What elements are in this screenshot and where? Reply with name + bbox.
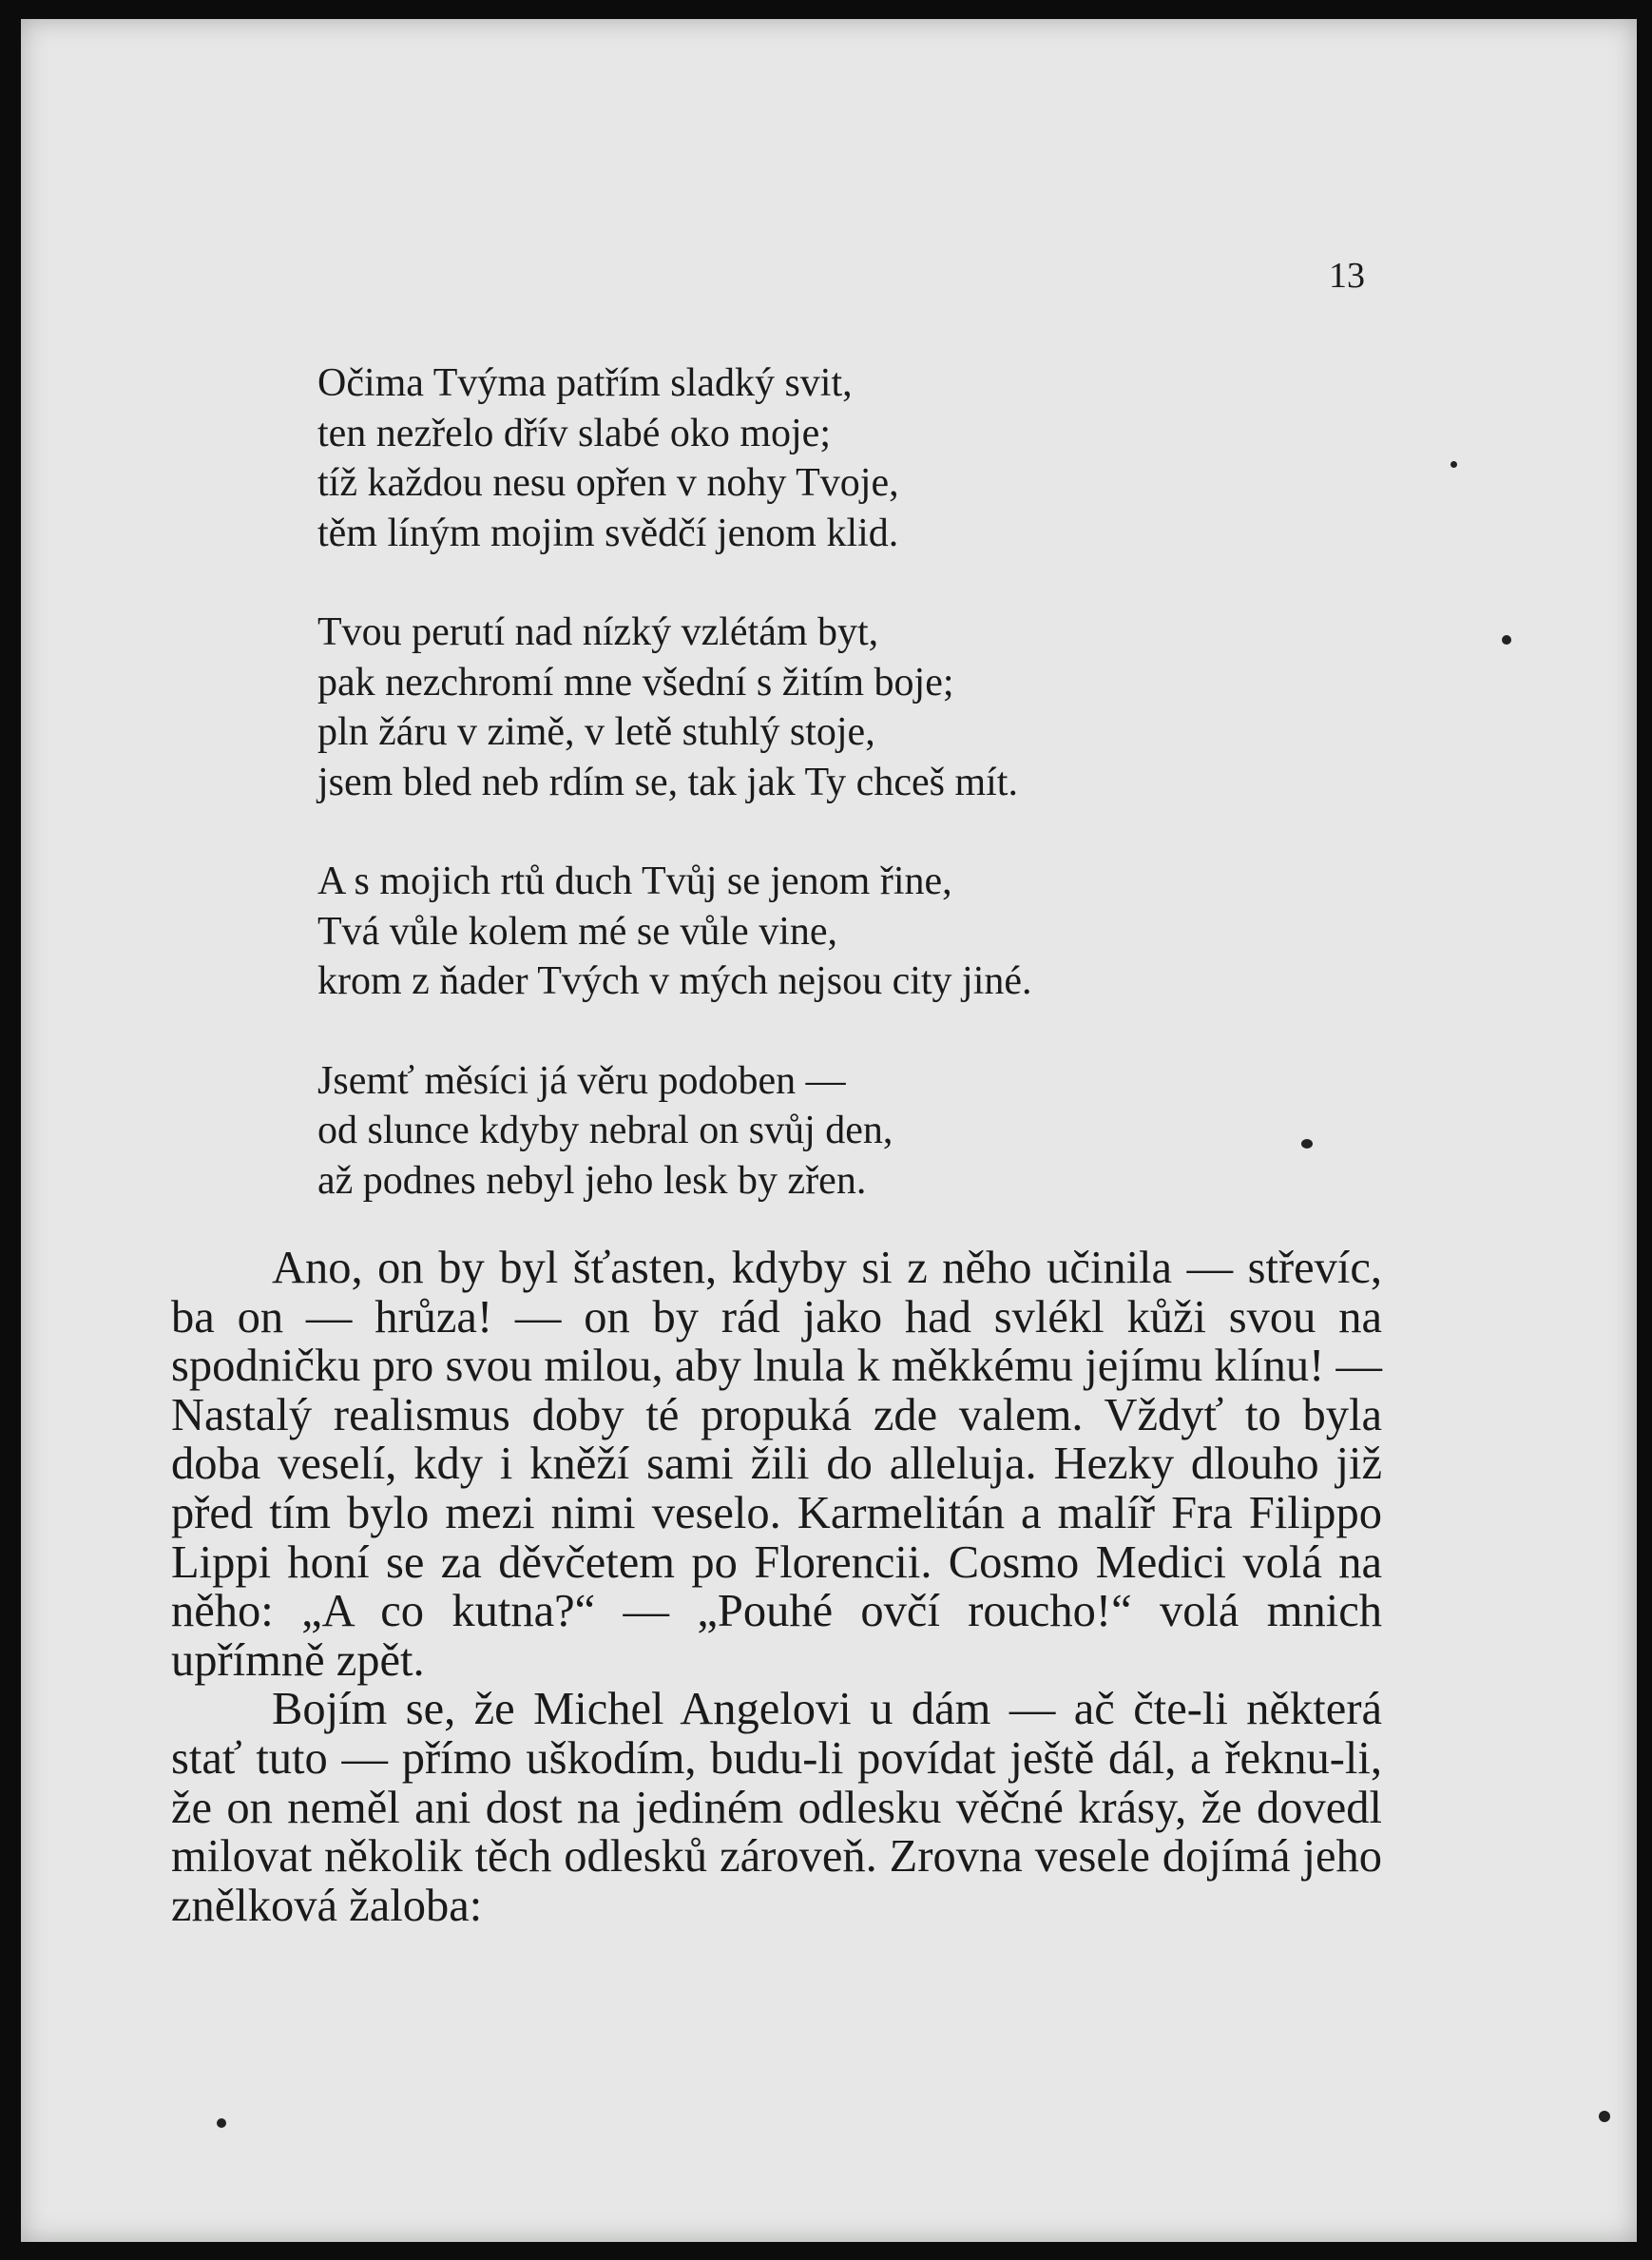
poem-line: jsem bled neb rdím se, tak jak Ty chceš mít. [317,760,1018,804]
paragraph: Ano, on by byl šťasten, kdyby si z něho učinila — střevíc, ba on — hrůza! — on by rád jako had svlékl kůži svou na spodničku pro svou milou, aby lnula k měkkému jejímu klínu! — Nastalý realismus doby té propuká zde valem. Vždyť to byla doba veselí, kdy i kněží sami žili do alleluja. Hezky dlouho již před tím bylo mezi nimi veselo. Karmelitán a malíř Fra Filippo Lippi honí se za děvčetem po Florencii. Cosmo Medici volá na něho: „A co kutna?“ — „Pouhé ovčí roucho!“ volá mnich upřímně zpět. [171,1243,1382,1686]
prose-text [171,1244,1382,1930]
paragraph: Bojím se, že Michel Angelovi u dám — ač čte-li některá stať tuto — přímo uškodím, budu-li povídat ještě dál, a řeknu-li, že on neměl ani dost na jediném odlesku věčné krásy, že dovedl milovat několik těch odlesků zároveň. Zrovna vesele dojímá jeho znělková žaloba: [171,1684,1382,1931]
ink-speck [1599,2111,1610,2122]
ink-speck [1450,461,1457,468]
poem-line: pak nezchromí mne všední s žitím boje; [317,660,954,705]
ink-speck [1502,635,1511,645]
poem-line: Tvá vůle kolem mé se vůle vine, [317,909,838,954]
ink-speck [217,2118,226,2128]
poem-line: od slunce kdyby nebral on svůj den, [317,1109,893,1152]
page-number: 13 [1329,256,1365,296]
poem-line: krom z ňader Tvých v mých nejsou city jiné. [317,959,1032,1003]
stanza [317,608,1032,807]
poem-line: tíž každou nesu opřen v nohy Tvoje, [317,461,899,505]
poem-line: ten nezřelo dřív slabé oko moje; [317,411,831,455]
poem-line: těm líným mojim svědčí jenom klid. [317,511,899,555]
poem-line: pln žáru v zimě, v letě stuhlý stoje, [317,710,875,754]
ink-speck [1301,1139,1313,1149]
sonnet [317,358,1032,1255]
book-page [21,19,1637,2242]
poem-line: Očima Tvýma patřím sladký svit, [317,361,853,405]
poem-line: Tvou perutí nad nízký vzlétám byt, [317,610,879,654]
poem-line: až podnes nebyl jeho lesk by zřen. [317,1158,867,1203]
stanza [317,857,1032,1007]
poem-line: A s mojich rtů duch Tvůj se jenom řine, [317,860,952,903]
poem-line: Jsemť měsíci já věru podoben — [317,1058,846,1103]
stanza [317,358,1032,558]
stanza [317,1056,1032,1207]
